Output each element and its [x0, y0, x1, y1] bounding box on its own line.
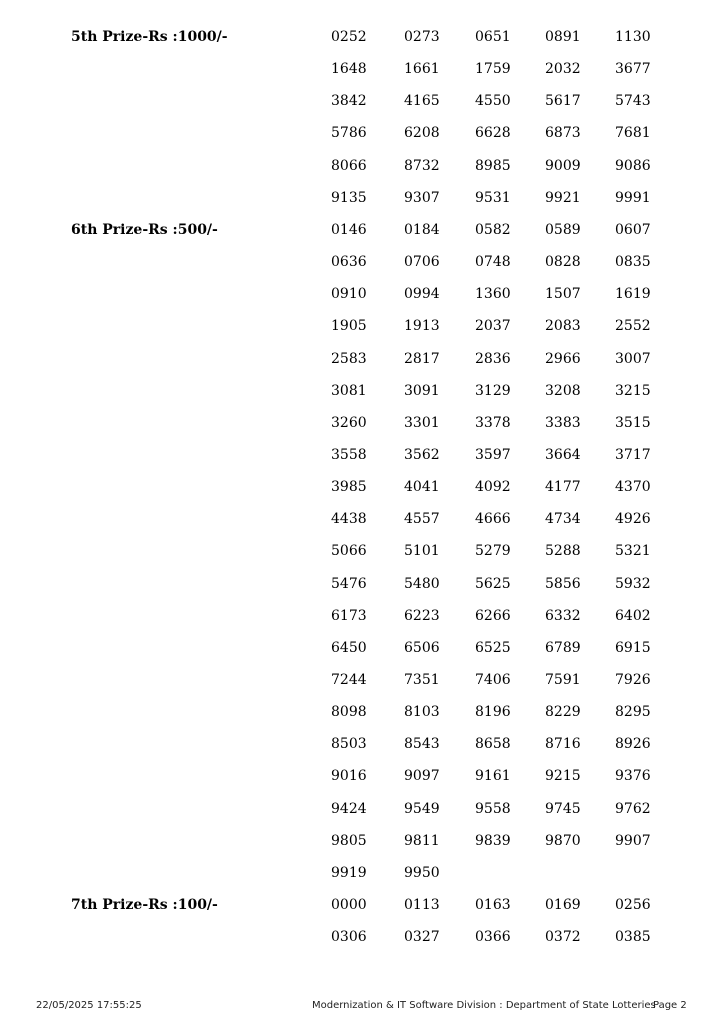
- winning-number: 2552: [615, 318, 651, 335]
- winning-number: 4666: [475, 511, 511, 528]
- winning-number: 5321: [615, 543, 651, 560]
- winning-number: 6525: [475, 639, 511, 656]
- winning-number: 2037: [475, 318, 511, 335]
- winning-number: 9839: [475, 832, 511, 849]
- winning-number: 3091: [404, 382, 440, 399]
- winning-number: 3664: [545, 446, 581, 463]
- winning-number: 9745: [545, 800, 581, 817]
- winning-number: 9805: [331, 832, 367, 849]
- winning-number: 9919: [331, 864, 367, 881]
- winning-number: 0651: [475, 29, 511, 45]
- winning-number: 5101: [404, 543, 440, 560]
- winning-number: 0256: [615, 897, 651, 914]
- winning-number: 5932: [615, 575, 651, 592]
- winning-number: 3842: [331, 93, 367, 110]
- winning-number: 6223: [404, 607, 440, 624]
- winning-number: 9762: [615, 800, 651, 817]
- winning-number: 7591: [545, 672, 581, 688]
- winning-number: 8295: [615, 704, 651, 721]
- winning-number: 6450: [331, 639, 367, 656]
- winning-number: 6208: [404, 125, 440, 142]
- winning-number: 4926: [615, 511, 651, 528]
- winning-number: 6266: [475, 607, 511, 624]
- winning-number: 9991: [615, 189, 651, 206]
- winning-number: 3007: [615, 350, 651, 367]
- winning-number: 5288: [545, 543, 581, 560]
- winning-number: 9307: [404, 189, 440, 206]
- winning-number: 0146: [331, 221, 367, 238]
- winning-number: 9921: [545, 189, 581, 206]
- winning-number: 5743: [615, 93, 651, 110]
- winning-number: 8543: [404, 736, 440, 753]
- winning-number: 0748: [475, 254, 511, 271]
- winning-number: 2817: [404, 350, 440, 367]
- winning-number: 8066: [331, 157, 367, 174]
- winning-number: 4557: [404, 511, 440, 528]
- winning-number: 1507: [545, 286, 581, 303]
- winning-number: 9811: [404, 832, 440, 849]
- winning-number: 3383: [545, 414, 581, 431]
- winning-number: 3597: [475, 446, 511, 463]
- winning-number: 8658: [475, 736, 511, 753]
- winning-number: 8985: [475, 157, 511, 174]
- winning-number: 8098: [331, 704, 367, 721]
- winning-number: 1619: [615, 286, 651, 303]
- winning-number: 0113: [404, 897, 440, 914]
- winning-number: 0891: [545, 29, 581, 45]
- winning-number: 0994: [404, 286, 440, 303]
- winning-number: 6789: [545, 639, 581, 656]
- winning-number: 7351: [404, 672, 440, 688]
- winning-number: 4041: [404, 479, 440, 496]
- winning-number: 9215: [545, 768, 581, 785]
- winning-number: 4438: [331, 511, 367, 528]
- winning-number: 8716: [545, 736, 581, 753]
- winning-number: 4550: [475, 93, 511, 110]
- winning-number: 3515: [615, 414, 651, 431]
- winning-number: 3985: [331, 479, 367, 496]
- winning-number: 7681: [615, 125, 651, 142]
- winning-number: 9907: [615, 832, 651, 849]
- winning-number: 5066: [331, 543, 367, 560]
- winning-number: 5617: [545, 93, 581, 110]
- winning-number: 0607: [615, 221, 651, 238]
- winning-number: 0706: [404, 254, 440, 271]
- winning-number: 1130: [615, 29, 651, 45]
- prize-label: 5th Prize-Rs :1000/-: [71, 29, 228, 45]
- winning-number: 4165: [404, 93, 440, 110]
- winning-number: 3081: [331, 382, 367, 399]
- winning-number: 3129: [475, 382, 511, 399]
- winning-number: 2836: [475, 350, 511, 367]
- footer-page-number: Page 2: [653, 1000, 687, 1011]
- winning-number: 4092: [475, 479, 511, 496]
- winning-number: 7926: [615, 672, 651, 688]
- winning-number: 5625: [475, 575, 511, 592]
- winning-number: 3717: [615, 446, 651, 463]
- winning-number: 0000: [331, 897, 367, 914]
- winning-number: 3260: [331, 414, 367, 431]
- winning-number: 9950: [404, 864, 440, 881]
- winning-number: 1661: [404, 61, 440, 78]
- winning-number: 8732: [404, 157, 440, 174]
- winning-number: 9016: [331, 768, 367, 785]
- winning-number: 2032: [545, 61, 581, 78]
- footer-division: Modernization & IT Software Division : Department of State Lotteries: [312, 1000, 656, 1011]
- winning-number: 8103: [404, 704, 440, 721]
- winning-number: 4370: [615, 479, 651, 496]
- winning-number: 0252: [331, 29, 367, 45]
- winning-number: 9086: [615, 157, 651, 174]
- winning-number: 3677: [615, 61, 651, 78]
- winning-number: 7406: [475, 672, 511, 688]
- winning-number: 0589: [545, 221, 581, 238]
- winning-number: 6332: [545, 607, 581, 624]
- winning-number: 6915: [615, 639, 651, 656]
- winning-number: 4734: [545, 511, 581, 528]
- prize-label: 7th Prize-Rs :100/-: [71, 897, 218, 914]
- winning-number: 0273: [404, 29, 440, 45]
- winning-number: 8196: [475, 704, 511, 721]
- winning-number: 6628: [475, 125, 511, 142]
- winning-number: 2583: [331, 350, 367, 367]
- winning-number: 7244: [331, 672, 367, 688]
- winning-number: 0327: [404, 929, 440, 946]
- winning-number: 3208: [545, 382, 581, 399]
- winning-number: 5480: [404, 575, 440, 592]
- winning-number: 0366: [475, 929, 511, 946]
- winning-number: 9549: [404, 800, 440, 817]
- winning-number: 8229: [545, 704, 581, 721]
- winning-number: 0169: [545, 897, 581, 914]
- winning-number: 0306: [331, 929, 367, 946]
- winning-number: 1759: [475, 61, 511, 78]
- winning-number: 0910: [331, 286, 367, 303]
- winning-number: 3215: [615, 382, 651, 399]
- winning-number: 5856: [545, 575, 581, 592]
- winning-number: 0828: [545, 254, 581, 271]
- winning-number: 2083: [545, 318, 581, 335]
- winning-number: 0163: [475, 897, 511, 914]
- winning-number: 3301: [404, 414, 440, 431]
- winning-number: 9376: [615, 768, 651, 785]
- winning-number: 6402: [615, 607, 651, 624]
- winning-number: 0835: [615, 254, 651, 271]
- winning-number: 5476: [331, 575, 367, 592]
- winning-number: 9870: [545, 832, 581, 849]
- winning-number: 5786: [331, 125, 367, 142]
- winning-number: 9135: [331, 189, 367, 206]
- winning-number: 0636: [331, 254, 367, 271]
- winning-number: 0385: [615, 929, 651, 946]
- winning-number: 6506: [404, 639, 440, 656]
- winning-number: 1648: [331, 61, 367, 78]
- winning-number: 3558: [331, 446, 367, 463]
- winning-number: 2966: [545, 350, 581, 367]
- winning-number: 0582: [475, 221, 511, 238]
- winning-number: 6173: [331, 607, 367, 624]
- winning-number: 1913: [404, 318, 440, 335]
- winning-number: 8503: [331, 736, 367, 753]
- footer-timestamp: 22/05/2025 17:55:25: [36, 1000, 142, 1011]
- winning-number: 1360: [475, 286, 511, 303]
- winning-number: 6873: [545, 125, 581, 142]
- winning-number: 9424: [331, 800, 367, 817]
- winning-number: 4177: [545, 479, 581, 496]
- winning-number: 1905: [331, 318, 367, 335]
- winning-number: 9161: [475, 768, 511, 785]
- winning-number: 8926: [615, 736, 651, 753]
- winning-number: 9531: [475, 189, 511, 206]
- winning-number: 3378: [475, 414, 511, 431]
- winning-number: 9558: [475, 800, 511, 817]
- prize-label: 6th Prize-Rs :500/-: [71, 221, 218, 238]
- winning-number: 9009: [545, 157, 581, 174]
- winning-number: 5279: [475, 543, 511, 560]
- winning-number: 0184: [404, 221, 440, 238]
- winning-number: 3562: [404, 446, 440, 463]
- winning-number: 0372: [545, 929, 581, 946]
- winning-number: 9097: [404, 768, 440, 785]
